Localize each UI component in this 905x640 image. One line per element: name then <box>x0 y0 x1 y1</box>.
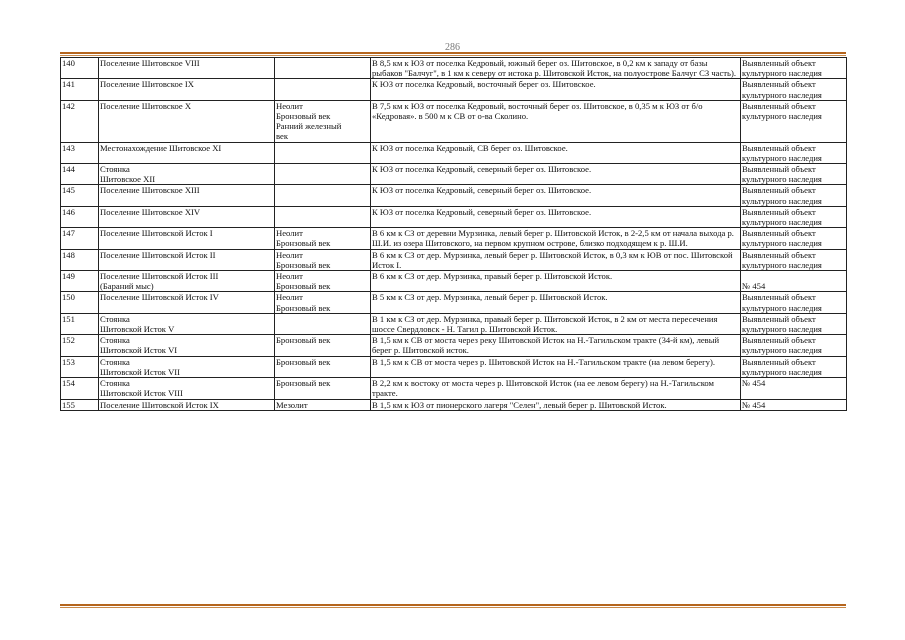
site-status: Выявленный объект культурного наследия <box>741 228 847 249</box>
site-name: Местонахождение Шитовское XI <box>99 142 275 163</box>
row-number: 145 <box>61 185 99 206</box>
site-period <box>275 206 371 227</box>
heritage-table <box>60 57 847 411</box>
table-row <box>61 206 847 227</box>
table-row <box>61 58 847 79</box>
site-period <box>275 79 371 100</box>
site-status: № 454 <box>741 399 847 410</box>
site-location: В 6 км к СЗ от дер. Мурзинка, левый берег р. Шитовской Исток, в 0,3 км к ЮВ от пос. Шитовской Исток I. <box>371 249 741 270</box>
site-period <box>275 185 371 206</box>
table-row <box>61 185 847 206</box>
site-period: Бронзовый век <box>275 378 371 399</box>
table-row <box>61 228 847 249</box>
table-row <box>61 271 847 292</box>
row-number: 154 <box>61 378 99 399</box>
site-location: К ЮЗ от поселка Кедровый, северный берег оз. Шитовское. <box>371 164 741 185</box>
row-number: 144 <box>61 164 99 185</box>
row-number: 142 <box>61 100 99 142</box>
site-name: Стоянка Шитовской Исток VI <box>99 335 275 356</box>
site-location: К ЮЗ от поселка Кедровый, северный берег оз. Шитовское. <box>371 185 741 206</box>
row-number: 149 <box>61 271 99 292</box>
site-name: Стоянка Шитовское XII <box>99 164 275 185</box>
table-row <box>61 378 847 399</box>
site-location: В 2,2 км к востоку от моста через р. Шитовской Исток (на ее левом берегу) на Н.-Тагильском тракте. <box>371 378 741 399</box>
table-row <box>61 313 847 334</box>
table-row <box>61 249 847 270</box>
header-rule <box>60 52 846 56</box>
site-status: Выявленный объект культурного наследия <box>741 206 847 227</box>
row-number: 152 <box>61 335 99 356</box>
site-location: В 1,5 км к СВ от моста через реку Шитовской Исток на Н.-Тагильском тракте (34-й км), левый берег р. Шитовской исток. <box>371 335 741 356</box>
row-number: 140 <box>61 58 99 79</box>
row-number: 155 <box>61 399 99 410</box>
footer-rule <box>60 604 846 608</box>
site-period: Бронзовый век <box>275 356 371 377</box>
site-period: Неолит Бронзовый век <box>275 292 371 313</box>
site-status: Выявленный объект культурного наследия <box>741 185 847 206</box>
site-name: Поселение Шитовской Исток III (Бараний мыс) <box>99 271 275 292</box>
row-number: 151 <box>61 313 99 334</box>
table-row <box>61 399 847 410</box>
site-name: Стоянка Шитовской Исток VII <box>99 356 275 377</box>
site-status: Выявленный объект культурного наследия <box>741 335 847 356</box>
table-row <box>61 292 847 313</box>
site-status: Выявленный объект культурного наследия <box>741 58 847 79</box>
table-row <box>61 164 847 185</box>
site-location: В 6 км к СЗ от деревни Мурзинка, левый берег р. Шитовской Исток, в 2-2,5 км от начала выхода р. Ш.И. из озера Шитовского, на первом крупном острове, близко подходящем к р. Ш.И. <box>371 228 741 249</box>
site-period: Неолит Бронзовый век <box>275 271 371 292</box>
site-name: Поселение Шитовское VIII <box>99 58 275 79</box>
site-period <box>275 142 371 163</box>
row-number: 150 <box>61 292 99 313</box>
site-status: Выявленный объект культурного наследия <box>741 142 847 163</box>
site-location: К ЮЗ от поселка Кедровый, СВ берег оз. Шитовское. <box>371 142 741 163</box>
site-period: Неолит Бронзовый век Ранний железный век <box>275 100 371 142</box>
table-row <box>61 142 847 163</box>
row-number: 147 <box>61 228 99 249</box>
site-period <box>275 313 371 334</box>
site-status: Выявленный объект культурного наследия <box>741 292 847 313</box>
site-status: Выявленный объект культурного наследия <box>741 79 847 100</box>
site-status: № 454 <box>741 378 847 399</box>
site-period: Неолит Бронзовый век <box>275 249 371 270</box>
site-name: Поселение Шитовское X <box>99 100 275 142</box>
site-name: Поселение Шитовское IX <box>99 79 275 100</box>
row-number: 146 <box>61 206 99 227</box>
site-location: В 6 км к СЗ от дер. Мурзинка, правый берег р. Шитовской Исток. <box>371 271 741 292</box>
site-location: В 1 км к СЗ от дер. Мурзинка, правый берег р. Шитовской Исток, в 2 км от места пересечения шоссе Свердловск - Н. Тагил р. Шитовской Исток. <box>371 313 741 334</box>
site-name: Стоянка Шитовской Исток V <box>99 313 275 334</box>
site-status: Выявленный объект культурного наследия <box>741 249 847 270</box>
row-number: 143 <box>61 142 99 163</box>
site-name: Поселение Шитовской Исток IX <box>99 399 275 410</box>
table-row <box>61 79 847 100</box>
site-status: № 454 <box>741 271 847 292</box>
table-row <box>61 335 847 356</box>
site-status: Выявленный объект культурного наследия <box>741 313 847 334</box>
site-status: Выявленный объект культурного наследия <box>741 164 847 185</box>
site-period: Неолит Бронзовый век <box>275 228 371 249</box>
site-period <box>275 164 371 185</box>
site-location: К ЮЗ от поселка Кедровый, северный берег оз. Шитовское. <box>371 206 741 227</box>
page-number: 286 <box>445 42 460 53</box>
site-status: Выявленный объект культурного наследия <box>741 100 847 142</box>
row-number: 148 <box>61 249 99 270</box>
site-period <box>275 58 371 79</box>
site-status: Выявленный объект культурного наследия <box>741 356 847 377</box>
row-number: 141 <box>61 79 99 100</box>
site-period: Бронзовый век <box>275 335 371 356</box>
table-row <box>61 100 847 142</box>
site-name: Стоянка Шитовской Исток VIII <box>99 378 275 399</box>
site-period: Мезолит <box>275 399 371 410</box>
table-row <box>61 356 847 377</box>
site-location: В 8,5 км к ЮЗ от поселка Кедровый, южный берег оз. Шитовское, в 0,2 км к западу от базы рыбаков "Балчуг", в 1 км к северу от истока р. Шитовской Исток, на полуострове Балчуг СЗ часть). <box>371 58 741 79</box>
site-location: В 1,5 км к СВ от моста через р. Шитовской Исток на Н.-Тагильском тракте (на левом берегу). <box>371 356 741 377</box>
site-location: К ЮЗ от поселка Кедровый, восточный берег оз. Шитовское. <box>371 79 741 100</box>
site-name: Поселение Шитовское XIII <box>99 185 275 206</box>
site-name: Поселение Шитовской Исток I <box>99 228 275 249</box>
site-name: Поселение Шитовское XIV <box>99 206 275 227</box>
site-name: Поселение Шитовской Исток IV <box>99 292 275 313</box>
site-location: В 7,5 км к ЮЗ от поселка Кедровый, восточный берег оз. Шитовское, в 0,35 м к ЮЗ от б/о «Кедровая». в 500 м к СВ от о-ва Сколино. <box>371 100 741 142</box>
row-number: 153 <box>61 356 99 377</box>
site-name: Поселение Шитовской Исток II <box>99 249 275 270</box>
site-location: В 5 км к СЗ от дер. Мурзинка, левый берег р. Шитовской Исток. <box>371 292 741 313</box>
site-location: В 1,5 км к ЮЗ от пионерского лагеря "Селен", левый берег р. Шитовской Исток. <box>371 399 741 410</box>
